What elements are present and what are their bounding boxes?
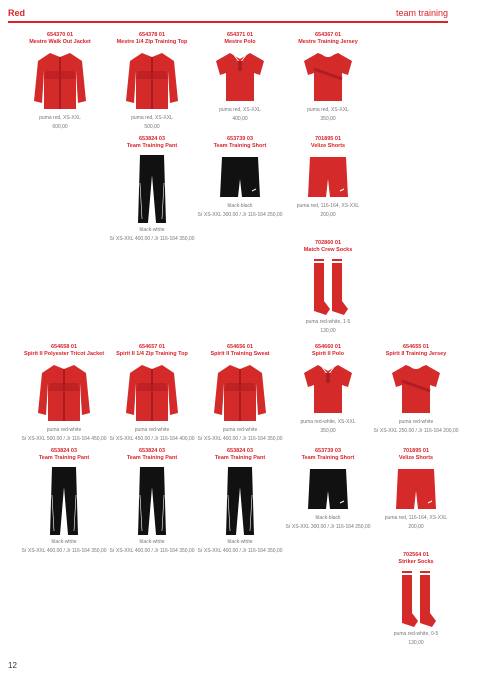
product-name: Team Training Pant xyxy=(126,143,178,149)
product-image-socks xyxy=(392,569,440,629)
product-card[interactable] xyxy=(284,32,372,122)
product-price: 130,00 xyxy=(408,639,424,646)
product-image-polo xyxy=(212,49,268,105)
product-card[interactable] xyxy=(372,552,460,646)
product-price: 200,00 xyxy=(320,211,336,218)
product-name: Team Training Short xyxy=(301,455,355,461)
product-color-size: puma red, XS-XXL xyxy=(39,115,81,121)
product-color: black-black xyxy=(315,515,341,521)
product-code: 654657 01 xyxy=(139,344,165,350)
product-name: Velize Shorts xyxy=(310,143,346,149)
product-card[interactable] xyxy=(20,344,108,442)
product-name: Spirit II Polyester Tricot Jacket xyxy=(23,351,105,357)
product-name: Mestre Walk Out Jacket xyxy=(29,39,91,45)
product-card[interactable] xyxy=(108,136,196,242)
product-code: 654378 01 xyxy=(139,32,165,38)
product-code: 653824 03 xyxy=(139,136,165,142)
product-price: 130,00 xyxy=(320,327,336,334)
product-card[interactable] xyxy=(196,344,284,442)
product-image-pant xyxy=(44,465,84,537)
product-price: 500,00 xyxy=(144,123,160,130)
product-name: Spirit II Training Jersey xyxy=(385,351,447,357)
product-name: Spirit II Polo xyxy=(311,351,345,357)
product-image-jersey xyxy=(388,361,444,417)
product-color: puma red-white xyxy=(134,427,170,433)
product-name: Mestre 1/4 Zip Training Top xyxy=(116,39,188,45)
product-price: 400,00 xyxy=(232,115,248,122)
product-color-size: puma red, XS-XXL xyxy=(219,107,261,113)
product-price: Sr XS-XXL 500,00 / Jr 116-164 450,00 xyxy=(21,435,107,442)
product-price: Sr XS-XXL 250,00 / Jr 116-164 200,00 xyxy=(373,427,459,434)
product-code: 654658 01 xyxy=(51,344,77,350)
product-image-socks xyxy=(304,257,352,317)
product-image-pant xyxy=(132,153,172,225)
product-name: Spirit II 1/4 Zip Training Top xyxy=(116,351,188,357)
product-image-pant xyxy=(220,465,260,537)
category-title: team training xyxy=(395,8,448,18)
product-name: Mestre Training Jersey xyxy=(298,39,358,45)
product-card[interactable] xyxy=(284,136,372,218)
product-card[interactable] xyxy=(20,448,108,554)
product-code: 654370 01 xyxy=(47,32,73,38)
product-color: black-white xyxy=(51,539,77,545)
product-card[interactable] xyxy=(284,344,372,434)
product-code: 653824 03 xyxy=(51,448,77,454)
product-color-size: puma red, 116-164, XS-XXL xyxy=(384,515,448,521)
product-code: 701895 01 xyxy=(403,448,429,454)
product-color: black-black xyxy=(227,203,253,209)
product-color: puma red-white xyxy=(46,427,82,433)
product-name: Velize Shorts xyxy=(398,455,434,461)
product-code: 654656 01 xyxy=(227,344,253,350)
product-card[interactable] xyxy=(284,448,372,530)
product-name: Spirit II Training Sweat xyxy=(210,351,270,357)
product-image-red-short xyxy=(306,153,350,201)
product-image-jacket xyxy=(124,361,180,425)
product-card[interactable] xyxy=(284,240,372,334)
product-image-jersey xyxy=(300,49,356,105)
product-color: black-white xyxy=(139,539,165,545)
product-code: 653824 03 xyxy=(227,448,253,454)
product-card[interactable] xyxy=(108,448,196,554)
product-code: 701895 01 xyxy=(315,136,341,142)
header-rule xyxy=(8,21,448,23)
product-price: Sr XS-XXL 300,00 / Jr 116-164 250,00 xyxy=(285,523,371,530)
product-code: 653824 03 xyxy=(139,448,165,454)
product-color-size: puma red, XS-XXL xyxy=(131,115,173,121)
product-card[interactable] xyxy=(372,344,460,434)
product-name: Striker Socks xyxy=(398,559,434,565)
product-name: Team Training Pant xyxy=(38,455,90,461)
product-code: 702564 01 xyxy=(403,552,429,558)
product-price: Sr XS-XXL 400,00 / Jr 116-164 350,00 xyxy=(197,547,283,554)
product-name: Team Training Short xyxy=(213,143,267,149)
product-card[interactable] xyxy=(108,32,196,130)
page-number: 12 xyxy=(8,661,17,670)
product-card[interactable] xyxy=(16,32,104,130)
product-code: 653739 03 xyxy=(315,448,341,454)
product-color: puma red-white xyxy=(398,419,434,425)
product-price: Sr XS-XXL 400,00 / Jr 116-164 350,00 xyxy=(197,435,283,442)
product-image-jacket xyxy=(124,49,180,113)
product-color: black-white xyxy=(227,539,253,545)
product-price: Sr XS-XXL 300,00 / Jr 116-164 250,00 xyxy=(197,211,283,218)
product-code: 654660 01 xyxy=(315,344,341,350)
section-title: Red xyxy=(8,8,26,18)
product-color-size: puma red-white, XS-XXL xyxy=(300,419,356,425)
product-color-size: puma red-white, 0-5 xyxy=(393,631,439,637)
product-price: Sr XS-XXL 400,00 / Jr 116-164 350,00 xyxy=(21,547,107,554)
product-price: 600,00 xyxy=(52,123,68,130)
product-color: black-white xyxy=(139,227,165,233)
product-color-size: puma red, 116-164, XS-XXL xyxy=(296,203,360,209)
product-name: Team Training Pant xyxy=(214,455,266,461)
product-card[interactable] xyxy=(196,448,284,554)
product-image-sweat xyxy=(212,361,268,425)
product-code: 654655 01 xyxy=(403,344,429,350)
product-code: 654371 01 xyxy=(227,32,253,38)
product-code: 654367 01 xyxy=(315,32,341,38)
product-image-jacket xyxy=(36,361,92,425)
product-image-short xyxy=(218,153,262,201)
page-header xyxy=(0,0,480,22)
product-image-short xyxy=(306,465,350,513)
product-image-red-short xyxy=(394,465,438,513)
product-card[interactable] xyxy=(372,448,460,530)
product-image-jacket xyxy=(32,49,88,113)
product-image-polo xyxy=(300,361,356,417)
product-price: 200,00 xyxy=(408,523,424,530)
product-color-size: puma red, XS-XXL xyxy=(307,107,349,113)
product-card[interactable] xyxy=(108,344,196,442)
product-card[interactable] xyxy=(196,136,284,218)
product-name: Match Crew Socks xyxy=(303,247,353,253)
product-name: Mestre Polo xyxy=(224,39,256,45)
product-code: 653739 03 xyxy=(227,136,253,142)
product-price: Sr XS-XXL 400,00 / Jr 116-164 350,00 xyxy=(109,235,195,242)
product-color-size: puma red-white, 1-5 xyxy=(305,319,351,325)
product-name: Team Training Pant xyxy=(126,455,178,461)
product-price: Sr XS-XXL 450,00 / Jr 116-164 400,00 xyxy=(109,435,195,442)
product-card[interactable] xyxy=(196,32,284,122)
product-code: 702860 01 xyxy=(315,240,341,246)
product-price: 350,00 xyxy=(320,115,336,122)
product-price: 350,00 xyxy=(320,427,336,434)
product-price: Sr XS-XXL 400,00 / Jr 116-164 350,00 xyxy=(109,547,195,554)
product-color: puma red-white xyxy=(222,427,258,433)
product-image-pant xyxy=(132,465,172,537)
